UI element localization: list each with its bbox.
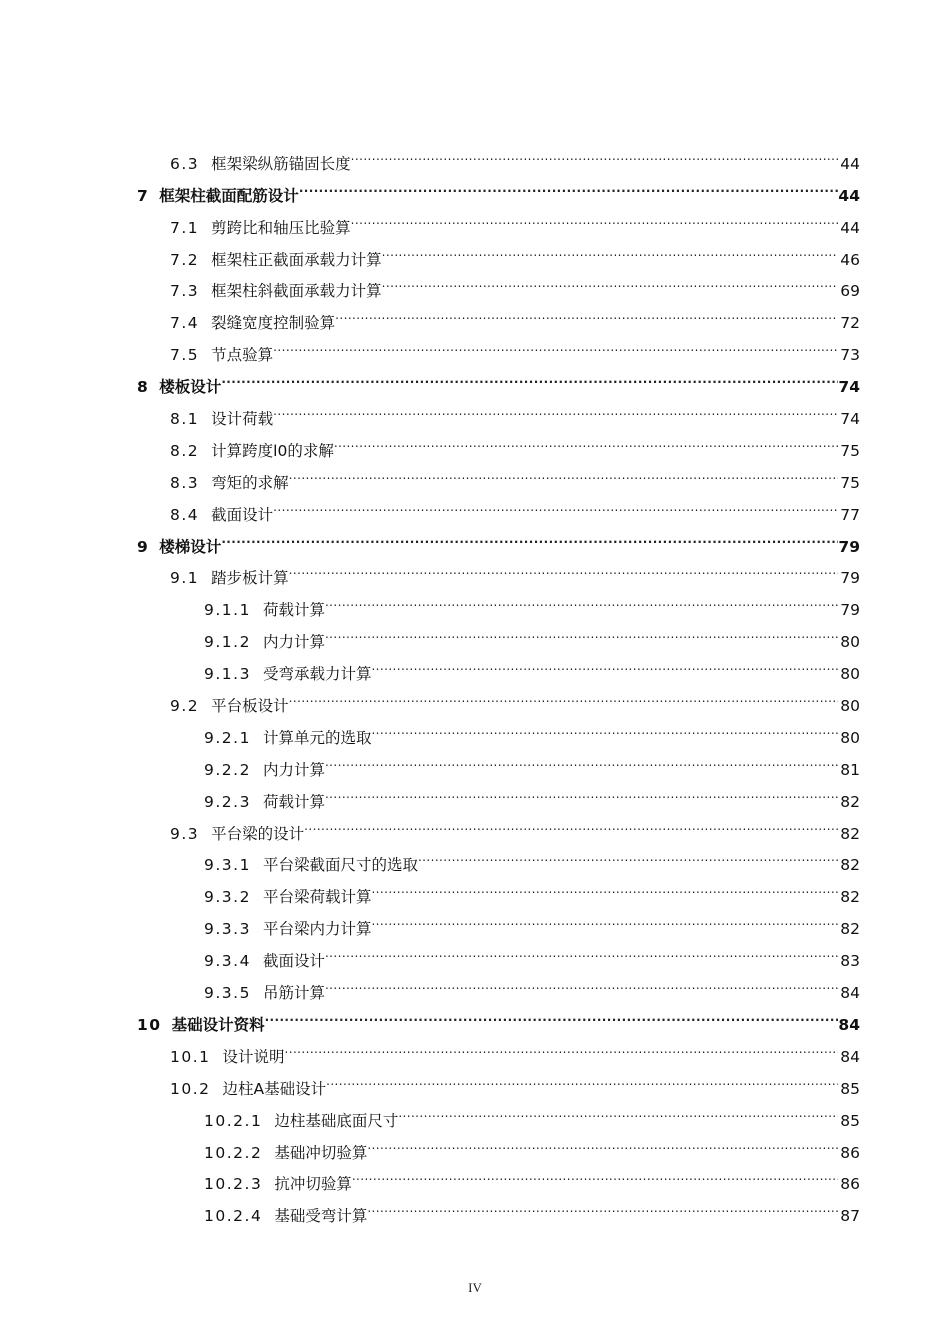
dot-leader <box>325 934 838 966</box>
toc-entry-number: 9.2.1 <box>204 728 251 747</box>
toc-entry-number: 10.1 <box>170 1047 211 1066</box>
dot-leader <box>371 711 838 743</box>
toc-entry[interactable] <box>0 1158 860 1194</box>
dot-leader <box>221 520 838 552</box>
toc-entry-page: 86 <box>840 1143 860 1162</box>
toc-entry-page: 81 <box>840 760 860 779</box>
toc-entry-number: 9.3.3 <box>204 920 251 939</box>
toc-entry-title: 截面设计 <box>211 505 274 524</box>
toc-entry-page: 77 <box>840 505 860 524</box>
toc-entry-number: 7.4 <box>170 314 200 333</box>
toc-entry-number: 10 <box>137 1015 162 1034</box>
toc-entry-number: 9.1.3 <box>204 665 251 684</box>
dot-leader <box>382 265 838 297</box>
toc-entry-page: 82 <box>840 888 860 907</box>
dot-leader <box>398 1094 838 1126</box>
toc-entry[interactable] <box>0 679 860 716</box>
toc-entry[interactable] <box>0 934 860 971</box>
toc-entry-title: 平台梁截面尺寸的选取 <box>262 856 418 875</box>
toc-entry[interactable] <box>0 169 860 205</box>
toc-entry[interactable] <box>0 137 860 173</box>
toc-entry-number: 9.3.1 <box>204 856 251 875</box>
toc-entry-page: 82 <box>840 856 860 875</box>
toc-entry-page: 82 <box>840 920 860 939</box>
toc-entry-page: 79 <box>840 569 860 588</box>
toc-entry-page: 69 <box>840 282 860 301</box>
toc-entry[interactable] <box>0 711 860 747</box>
toc-entry[interactable] <box>0 233 860 269</box>
toc-entry-title: 弯矩的求解 <box>211 473 289 492</box>
toc-entry[interactable] <box>0 488 860 524</box>
toc-entry[interactable] <box>0 424 860 460</box>
toc-entry[interactable] <box>0 1062 860 1098</box>
toc-entry-page: 87 <box>840 1207 860 1226</box>
dot-leader <box>304 807 838 839</box>
toc-entry[interactable] <box>0 360 860 397</box>
toc-entry[interactable] <box>0 870 860 907</box>
toc-entry[interactable] <box>0 902 860 939</box>
toc-entry-number: 9.2.3 <box>204 792 251 811</box>
toc-entry-title: 计算单元的选取 <box>262 728 372 747</box>
toc-entry-number: 9.3.5 <box>204 984 251 1003</box>
toc-entry[interactable] <box>0 520 860 556</box>
toc-entry-number: 10.2.1 <box>204 1111 263 1130</box>
table-of-contents <box>0 137 950 1226</box>
dot-leader <box>325 615 838 647</box>
toc-entry-number: 7.1 <box>170 218 200 237</box>
dot-leader <box>289 552 838 584</box>
dot-leader <box>273 392 838 424</box>
toc-entry[interactable] <box>0 807 860 843</box>
toc-entry-page: 80 <box>840 697 860 716</box>
toc-entry-title: 基础设计资料 <box>171 1015 265 1034</box>
toc-entry-page: 83 <box>840 952 860 971</box>
toc-entry-number: 9.2 <box>170 697 200 716</box>
dot-leader <box>326 1062 838 1094</box>
toc-entry-page: 73 <box>840 346 860 365</box>
toc-entry-title: 楼梯设计 <box>159 537 222 556</box>
toc-entry[interactable] <box>0 998 860 1034</box>
dot-leader <box>351 137 838 169</box>
toc-entry[interactable] <box>0 743 860 779</box>
dot-leader <box>325 583 838 615</box>
toc-entry[interactable] <box>0 201 860 237</box>
toc-entry-page: 84 <box>840 984 860 1003</box>
dot-leader <box>325 775 838 807</box>
toc-entry-number: 9 <box>137 537 150 556</box>
toc-entry-title: 边柱基础底面尺寸 <box>274 1111 399 1130</box>
toc-entry-page: 46 <box>840 250 860 269</box>
toc-entry-number: 8.4 <box>170 505 200 524</box>
dot-leader <box>273 488 838 520</box>
toc-entry-page: 44 <box>840 154 860 173</box>
toc-entry-title: 框架柱斜截面承载力计算 <box>211 282 382 301</box>
toc-entry-page: 86 <box>840 1175 860 1194</box>
toc-entry-number: 9.1.2 <box>204 633 251 652</box>
toc-entry-number: 9.3 <box>170 824 200 843</box>
toc-entry-number: 10.2.3 <box>204 1175 263 1194</box>
toc-entry[interactable] <box>0 456 860 492</box>
toc-entry-title: 内力计算 <box>262 633 325 652</box>
toc-entry-title: 计算跨度l0的求解 <box>211 441 334 460</box>
toc-entry[interactable] <box>0 1094 860 1130</box>
toc-entry-number: 10.2 <box>170 1079 211 1098</box>
toc-entry-number: 9.3.2 <box>204 888 251 907</box>
dot-leader <box>325 743 838 775</box>
toc-entry-number: 7.3 <box>170 282 200 301</box>
dot-leader <box>325 966 838 998</box>
toc-entry-title: 设计说明 <box>222 1047 285 1066</box>
dot-leader <box>335 296 838 328</box>
toc-entry-number: 9.1 <box>170 569 200 588</box>
toc-entry-title: 边柱A基础设计 <box>222 1079 327 1098</box>
toc-entry-page: 44 <box>840 218 860 237</box>
toc-entry-page: 75 <box>840 441 860 460</box>
toc-entry-title: 裂缝宽度控制验算 <box>211 314 336 333</box>
toc-entry[interactable] <box>0 552 860 588</box>
toc-entry-page: 44 <box>838 186 860 205</box>
toc-entry-number: 10.2.4 <box>204 1207 263 1226</box>
toc-entry-title: 平台板设计 <box>211 697 289 716</box>
toc-entry-page: 75 <box>840 473 860 492</box>
toc-entry-page: 79 <box>840 601 860 620</box>
toc-entry[interactable] <box>0 1126 860 1162</box>
toc-entry-page: 84 <box>840 1047 860 1066</box>
dot-leader <box>273 328 838 360</box>
toc-entry-page: 85 <box>840 1079 860 1098</box>
toc-entry-title: 荷载计算 <box>262 601 325 620</box>
toc-entry-number: 7 <box>137 186 150 205</box>
dot-leader <box>367 1189 838 1221</box>
toc-entry-title: 剪跨比和轴压比验算 <box>211 218 351 237</box>
toc-entry-page: 80 <box>840 633 860 652</box>
toc-entry-number: 9.2.2 <box>204 760 251 779</box>
toc-entry-title: 节点验算 <box>211 346 274 365</box>
toc-entry[interactable] <box>0 296 860 333</box>
toc-entry-title: 楼板设计 <box>159 378 222 397</box>
toc-entry-title: 基础冲切验算 <box>274 1143 368 1162</box>
toc-entry-page: 82 <box>840 792 860 811</box>
toc-entry[interactable] <box>0 1189 860 1226</box>
toc-entry-page: 74 <box>840 410 860 429</box>
toc-entry-title: 荷载计算 <box>262 792 325 811</box>
dot-leader <box>418 839 838 871</box>
dot-leader <box>371 647 838 679</box>
toc-entry-number: 9.1.1 <box>204 601 251 620</box>
toc-entry-title: 抗冲切验算 <box>274 1175 352 1194</box>
toc-entry-title: 框架柱正截面承载力计算 <box>211 250 382 269</box>
toc-entry-number: 7.5 <box>170 346 200 365</box>
dot-leader <box>334 424 838 456</box>
dot-leader <box>285 1030 838 1062</box>
toc-entry[interactable] <box>0 265 860 301</box>
dot-leader <box>382 233 838 265</box>
toc-entry-title: 平台梁内力计算 <box>262 920 372 939</box>
toc-entry[interactable] <box>0 839 860 875</box>
dot-leader <box>371 870 838 902</box>
dot-leader <box>289 679 838 711</box>
dot-leader <box>367 1126 838 1158</box>
dot-leader <box>265 998 838 1030</box>
dot-leader <box>299 169 838 201</box>
toc-entry[interactable] <box>0 775 860 811</box>
toc-entry-page: 84 <box>838 1015 860 1034</box>
toc-entry-page: 80 <box>840 728 860 747</box>
toc-entry-page: 72 <box>840 314 860 333</box>
toc-entry[interactable] <box>0 328 860 365</box>
dot-leader <box>371 902 838 934</box>
toc-entry-title: 吊筋计算 <box>262 984 325 1003</box>
toc-entry-number: 10.2.2 <box>204 1143 263 1162</box>
toc-entry[interactable] <box>0 647 860 684</box>
toc-entry-page: 82 <box>840 824 860 843</box>
toc-entry-title: 内力计算 <box>262 760 325 779</box>
toc-entry-title: 平台梁的设计 <box>211 824 305 843</box>
toc-entry[interactable] <box>0 966 860 1003</box>
toc-entry[interactable] <box>0 615 860 652</box>
toc-entry-number: 6.3 <box>170 154 200 173</box>
dot-leader <box>221 360 838 392</box>
toc-entry-number: 9.3.4 <box>204 952 251 971</box>
toc-entry-number: 8.2 <box>170 441 200 460</box>
toc-entry-heading <box>204 1201 367 1233</box>
toc-entry-title: 受弯承载力计算 <box>262 665 372 684</box>
toc-entry-page: 79 <box>838 537 860 556</box>
toc-entry[interactable] <box>0 1030 860 1066</box>
toc-entry-title: 踏步板计算 <box>211 569 289 588</box>
toc-entry-page: 74 <box>838 378 860 397</box>
toc-entry[interactable] <box>0 392 860 429</box>
toc-entry-title: 平台梁荷载计算 <box>262 888 372 907</box>
toc-entry-title: 设计荷载 <box>211 410 274 429</box>
toc-entry-title: 截面设计 <box>262 952 325 971</box>
page-number: IV <box>468 1280 482 1295</box>
toc-entry-page: 85 <box>840 1111 860 1130</box>
toc-entry-title: 基础受弯计算 <box>274 1207 368 1226</box>
toc-entry-title: 框架梁纵筋锚固长度 <box>211 154 351 173</box>
dot-leader <box>289 456 838 488</box>
dot-leader <box>352 1158 838 1190</box>
dot-leader <box>351 201 838 233</box>
toc-entry-number: 8.1 <box>170 410 200 429</box>
toc-entry[interactable] <box>0 583 860 620</box>
toc-entry-number: 8 <box>137 378 150 397</box>
toc-entry-title: 框架柱截面配筋设计 <box>159 186 299 205</box>
toc-entry-number: 7.2 <box>170 250 200 269</box>
toc-entry-number: 8.3 <box>170 473 200 492</box>
toc-entry-page: 80 <box>840 665 860 684</box>
